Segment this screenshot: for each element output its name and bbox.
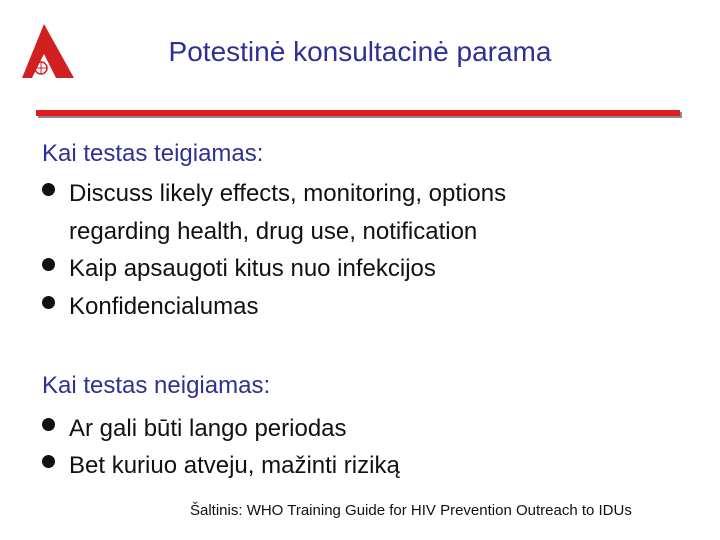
source-note: Šaltinis: WHO Training Guide for HIV Prevention Outreach to IDUs	[190, 502, 632, 519]
bullet-dot-icon	[42, 455, 55, 468]
slide-title: Potestinė konsultacinė parama	[168, 36, 552, 67]
bullet-line: Konfidencialumas	[69, 293, 259, 320]
list-item	[42, 409, 347, 449]
bullet-line: regarding health, drug use, notification	[69, 218, 478, 245]
bullet-line: Bet kuriuo atveju, mažinti riziką	[69, 452, 400, 479]
list-item	[42, 174, 506, 252]
list-item	[42, 249, 436, 289]
bullet-dot-icon	[42, 418, 55, 431]
list-item	[42, 446, 400, 486]
bullet-line: Discuss likely effects, monitoring, options	[69, 180, 507, 207]
list-item	[42, 287, 258, 327]
bullet-line: Kaip apsaugoti kitus nuo infekcijos	[69, 255, 436, 282]
bullet-dot-icon	[42, 183, 55, 196]
bullet-line: Ar gali būti lango periodas	[69, 415, 347, 442]
bullet-dot-icon	[42, 258, 55, 271]
positive-heading: Kai testas teigiamas:	[42, 140, 264, 167]
logo-icon	[22, 22, 80, 86]
bullet-dot-icon	[42, 296, 55, 309]
negative-heading: Kai testas neigiamas:	[42, 372, 271, 399]
title-divider	[36, 110, 680, 116]
